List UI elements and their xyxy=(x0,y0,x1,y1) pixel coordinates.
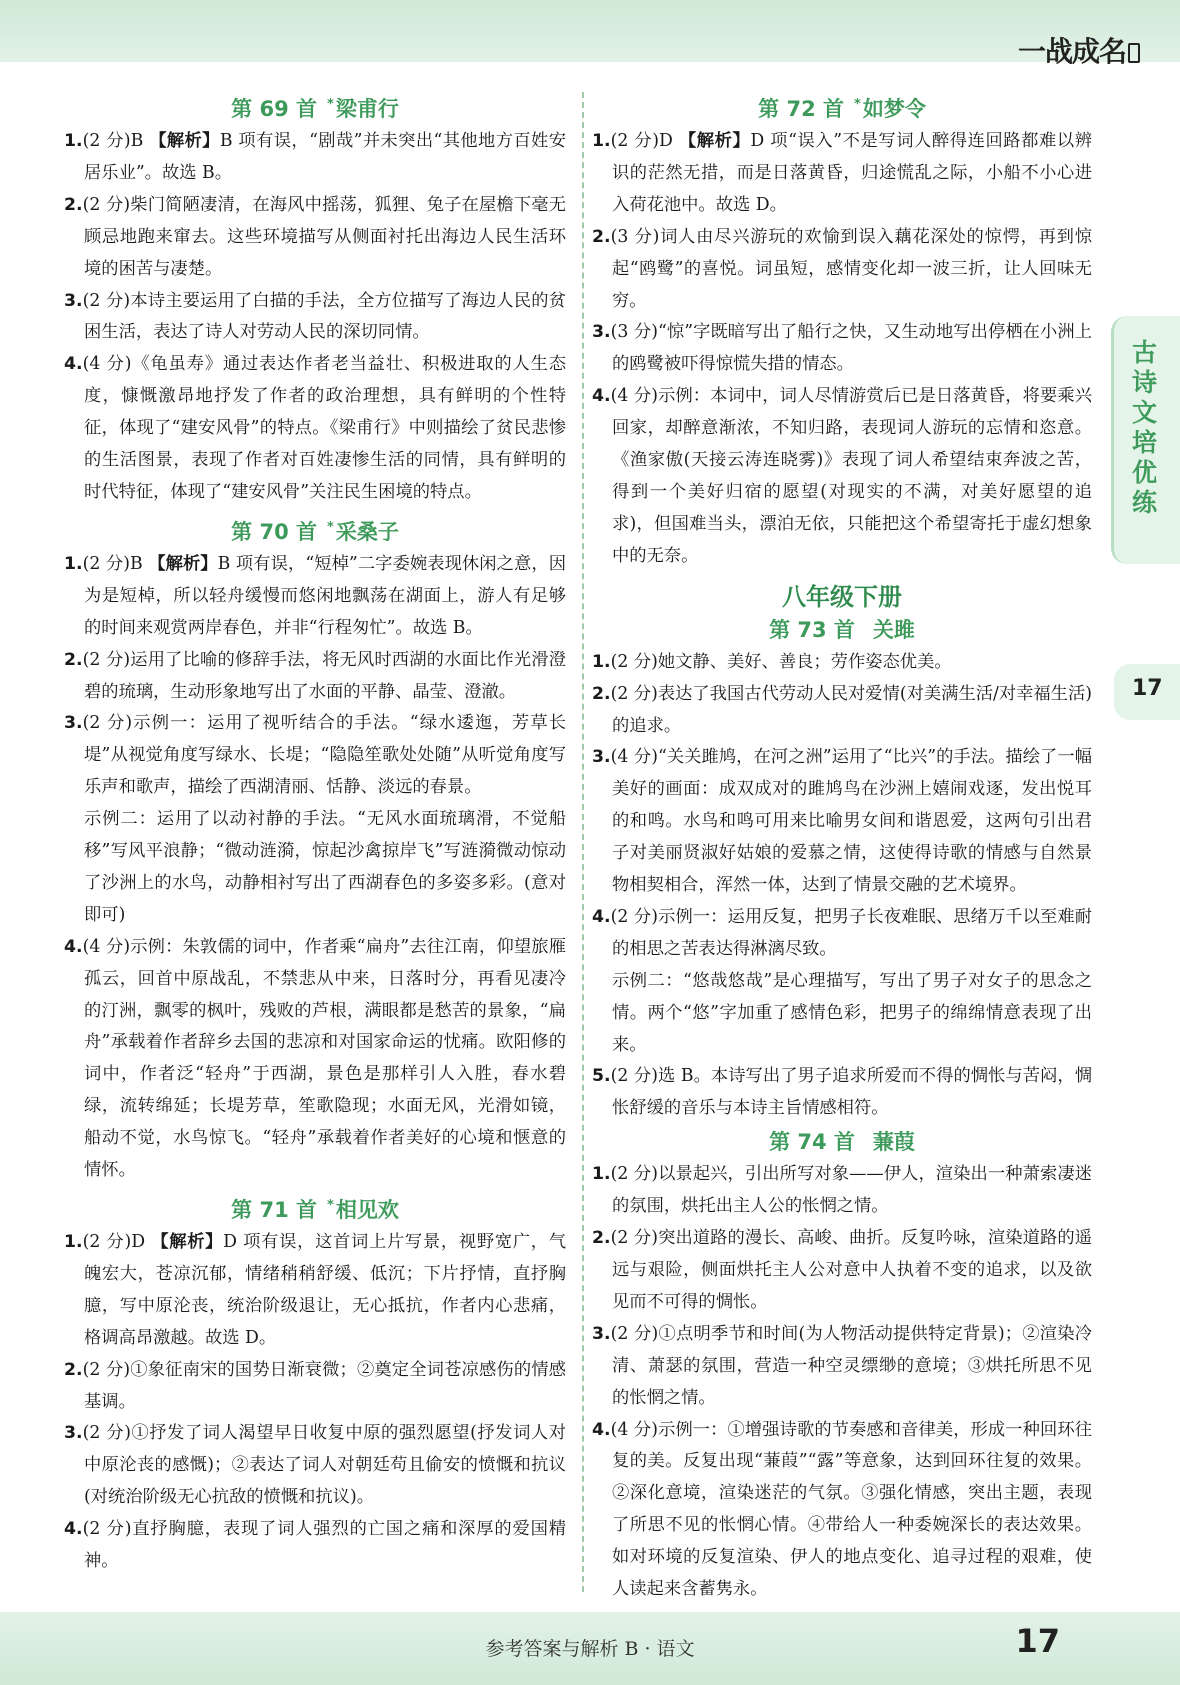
page-tab-number: 17 xyxy=(1132,676,1163,701)
answer-73-1: 1.(2 分)她文静、美好、善良；劳作姿态优美。 xyxy=(592,651,952,672)
answer-74-3: 3.(2 分)①点明季节和时间(为人物活动提供特定背景)；②渲染冷清、萧瑟的氛围，营造一种空灵缥缈的意境；③烘托所思不见的怅惘之情。 xyxy=(592,1323,1092,1408)
answer-73-2: 2.(2 分)表达了我国古代劳动人民对爱情(对美满生活/对幸福生活)的追求。 xyxy=(592,683,1092,736)
answer-73-4-example2: 示例二：“悠哉悠哉”是心理描写，写出了男子对女子的思念之情。两个“悠”字加重了感情色彩，把男子的绵绵情意表现了出来。 xyxy=(612,970,1092,1055)
answer-72-2: 2.(3 分)词人由尽兴游玩的欢愉到误入藕花深处的惊愕，再到惊起“鸥鹭”的喜悦。词虽短，感情变化却一波三折，让人回味无穷。 xyxy=(592,226,1092,311)
answer-71-3: 3.(2 分)①抒发了词人渴望早日收复中原的强烈愿望(抒发词人对中原沦丧的感慨)；②表达了词人对朝廷苟且偷安的愤慨和抗议(对统治阶级无心抗敌的愤慨和抗议)。 xyxy=(64,1423,566,1508)
section-title-73: 第 73 首 关雎 xyxy=(769,617,915,642)
side-tab-label: 古诗文培优练 xyxy=(1132,338,1158,517)
section-title-69: 第 69 首 *梁甫行 xyxy=(231,97,399,121)
section-side-tab xyxy=(1111,316,1180,564)
section-title-72: 第 72 首 *如梦令 xyxy=(758,97,926,121)
answer-70-3: 3.(2 分)示例一：运用了视听结合的手法。“绿水逶迤，芳草长堤”从视觉角度写绿水、长堤；“隐隐笙歌处处随”从听觉角度写乐声和歌声，描绘了西湖清丽、恬静、淡远的春景。 xyxy=(64,713,566,798)
answer-70-4: 4.(4 分)示例：朱敦儒的词中，作者乘“扁舟”去往江南，仰望旅雁孤云，回首中原战乱，不禁悲从中来，日落时分，再看见凄冷的汀洲，飘零的枫叶，残败的芦根，满眼都是愁苦的景象，“扁舟”承载着作者辞乡去国的悲凉和对国家命运的忧痛。欧阳修的词中，作者泛“轻舟”于西湖，景色是那样引人入胜，春水碧绿，流转绵延；长堤芳草，笙歌隐现；水面无风，光滑如镜，船动不觉，水鸟惊飞。“轻舟”承载着作者美好的心境和惬意的情怀。 xyxy=(64,936,566,1181)
answer-72-3: 3.(3 分)“惊”字既暗写出了船行之快，又生动地写出停栖在小洲上的鸥鹭被吓得惊慌失措的情态。 xyxy=(592,322,1092,375)
column-divider xyxy=(582,92,584,1592)
answer-73-4: 4.(2 分)示例一：运用反复，把男子长夜难眠、思绪万千以至难耐的相思之苦表达得淋漓尽致。 xyxy=(592,906,1092,959)
answer-71-1: 1.(2 分)D 【解析】D 项有误，这首词上片写景，视野宽广，气魄宏大，苍凉沉郁，情绪稍稍舒缓、低沉；下片抒情，直抒胸臆，写中原沦丧，统治阶级退让，无心抵抗，作者内心悲痛，格调高昂激越。故选 D。 xyxy=(64,1232,566,1348)
section-title-71: 第 71 首 *相见欢 xyxy=(231,1198,399,1222)
footer-page-number: 17 xyxy=(1015,1622,1060,1660)
answer-70-1: 1.(2 分)B 【解析】B 项有误，“短棹”二字委婉表现休闲之意，因为是短棹，所以轻舟缓慢而悠闲地飘荡在湖面上，游人有足够的时间来观赏两岸春色，并非“行程匆忙”。故选 B。 xyxy=(64,553,566,638)
answer-69-4: 4.(4 分)《龟虽寿》通过表达作者老当益壮、积极进取的人生态度，慷慨激昂地抒发了作者的政治理想，具有鲜明的个性特征，体现了“建安风骨”的特点。《梁甫行》中则描绘了贫民悲惨的生活图景，表现了作者对百姓凄惨生活的同情，具有鲜明的时代特征，体现了“建安风骨”关注民生困境的特点。 xyxy=(64,354,566,502)
grade-heading: 八年级下册 xyxy=(782,582,902,611)
footer-banner xyxy=(0,1612,1180,1685)
answer-74-2: 2.(2 分)突出道路的漫长、高峻、曲折。反复吟咏，渲染道路的遥远与艰险，侧面烘托主人公对意中人执着不变的追求，以及欲见而不可得的惆怅。 xyxy=(592,1228,1092,1312)
section-title-74: 第 74 首 蒹葭 xyxy=(769,1130,915,1155)
left-column xyxy=(64,90,566,1578)
answer-69-2: 2.(2 分)柴门简陋凄清，在海风中摇荡，狐狸、兔子在屋檐下毫无顾忌地跑来窜去。这些环境描写从侧面衬托出海边人民生活环境的困苦与凄楚。 xyxy=(64,194,566,279)
answer-72-4: 4.(4 分)示例：本词中，词人尽情游赏后已是日落黄昏，将要乘兴回家，却醉意渐浓，不知归路，表现词人游玩的忘情和恣意。《渔家傲(天接云涛连晓雾)》表现了词人希望结束奔波之苦，得到一个美好归宿的愿望(对现实的不满，对美好愿望的追求)，但国难当头，漂泊无依，只能把这个希望寄托于虚幻想象中的无奈。 xyxy=(592,386,1092,566)
top-banner xyxy=(0,0,1180,68)
answer-71-2: 2.(2 分)①象征南宋的国势日渐衰微；②奠定全词苍凉感伤的情感基调。 xyxy=(64,1359,566,1412)
answer-74-4: 4.(4 分)示例一：①增强诗歌的节奏感和音律美，形成一种回环往复的美。反复出现“蒹葭”“露”等意象，达到回环往复的效果。②深化意境，渲染迷茫的气氛。③强化情感，突出主题，表现了所思不见的怅惘心情。④带给人一种委婉深长的表达效果。如对环境的反复渲染、伊人的地点变化、追寻过程的艰难，使人读起来含蓄隽永。 xyxy=(592,1419,1092,1600)
answer-74-1: 1.(2 分)以景起兴，引出所写对象——伊人，渲染出一种萧索凄迷的氛围，烘托出主人公的怅惘之情。 xyxy=(592,1164,1092,1217)
footer-title: 参考答案与解析 B · 语文 xyxy=(485,1638,695,1660)
page-number-tab xyxy=(1114,664,1180,720)
right-column xyxy=(592,90,1092,1606)
brand-badge-icon xyxy=(1128,43,1140,63)
answer-73-3: 3.(4 分)“关关雎鸠，在河之洲”运用了“比兴”的手法。描绘了一幅美好的画面：成双成对的雎鸠鸟在沙洲上嬉闹戏逐，发出悦耳的和鸣。水鸟和鸣可用来比喻男女间和谐恩爱，这两句引出君子对美丽贤淑好姑娘的爱慕之情，这使得诗歌的情感与自然景物相契相合，浑然一体，达到了情景交融的艺术境界。 xyxy=(592,747,1092,896)
answer-72-1: 1.(2 分)D 【解析】D 项“误入”不是写词人醉得连回路都难以辨识的茫然无措，而是日落黄昏，归途慌乱之际，小船不小心进入荷花池中。故选 D。 xyxy=(592,131,1092,215)
answer-70-2: 2.(2 分)运用了比喻的修辞手法，将无风时西湖的水面比作光滑澄碧的琉璃，生动形象地写出了水面的平静、晶莹、澄澈。 xyxy=(64,649,566,702)
answer-69-1: 1.(2 分)B 【解析】B 项有误，“剧哉”并未突出“其他地方百姓安居乐业”。故选 B。 xyxy=(64,131,566,183)
answer-73-5: 5.(2 分)选 B。本诗写出了男子追求所爱而不得的惆怅与苦闷，惆怅舒缓的音乐与本诗主旨情感相符。 xyxy=(592,1066,1092,1119)
section-title-70: 第 70 首 *采桑子 xyxy=(231,519,399,544)
answer-71-4: 4.(2 分)直抒胸臆，表现了词人强烈的亡国之痛和深厚的爱国精神。 xyxy=(64,1519,566,1572)
answer-69-3: 3.(2 分)本诗主要运用了白描的手法，全方位描写了海边人民的贫困生活，表达了诗人对劳动人民的深切同情。 xyxy=(64,290,566,343)
answer-70-3-example2: 示例二：运用了以动衬静的手法。“无风水面琉璃滑，不觉船移”写风平浪静；“微动涟漪，惊起沙禽掠岸飞”写涟漪微动惊动了沙洲上的水鸟，动静相衬写出了西湖春色的多姿多彩。(意对即可) xyxy=(84,809,566,925)
brand-logo: 一战成名 xyxy=(1018,30,1140,70)
